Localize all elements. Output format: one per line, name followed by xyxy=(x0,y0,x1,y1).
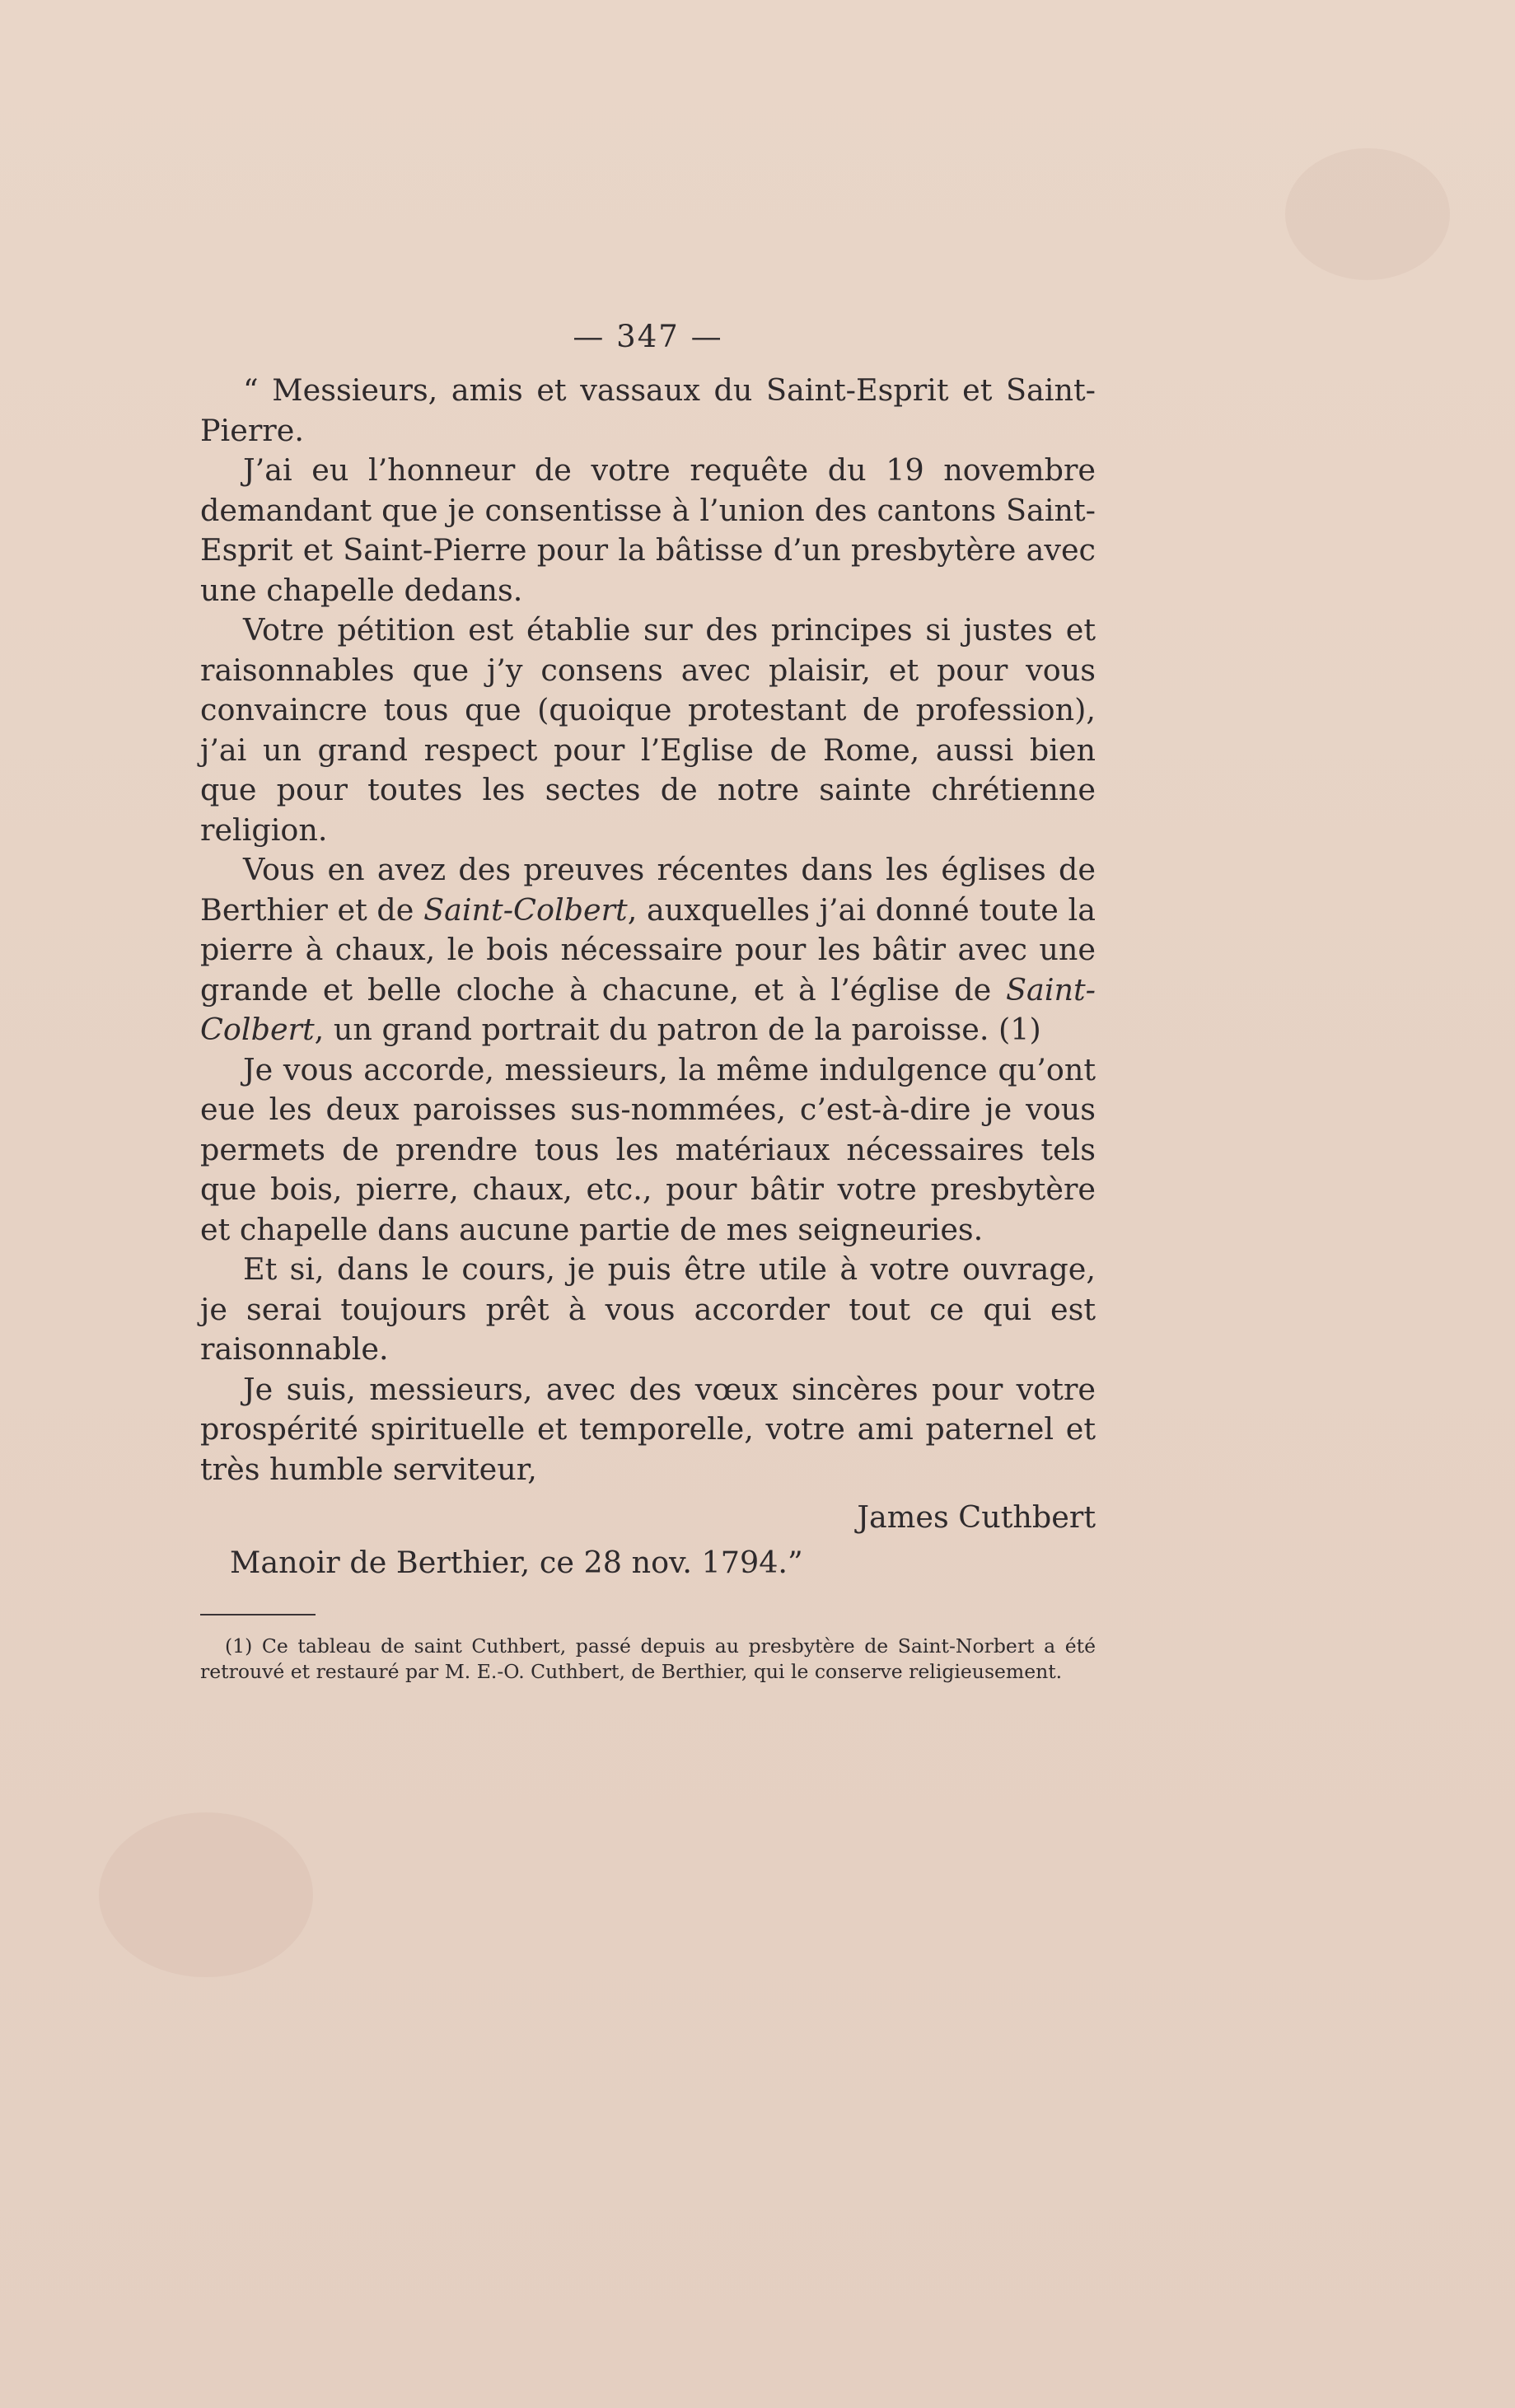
paragraph-3-text-end: , un grand portrait du patron de la paroisse. (1) xyxy=(314,1012,1041,1047)
letter-paragraph-1: J’ai eu l’honneur de votre requête du 19 novembre demandant que je consentisse à l’union des cantons Saint-Esprit et Saint-Pierre pour la bâtisse d’un presbytère avec une chapelle dedans. xyxy=(200,452,1096,608)
place-name-italic: Saint-Colbert xyxy=(423,891,628,928)
paragraph-3-text-start: Vous en avez des preuves récentes dans les églises de Berthier et de xyxy=(200,852,1096,928)
letter-text-block xyxy=(200,317,1096,1685)
letter-paragraph-4: Je vous accorde, messieurs, la même indulgence qu’ont eue les deux paroisses sus-nommées, c’est-à-dire je vous permets de prendre tous les matériaux nécessaires tels que bois, pierre, chaux, etc., pour bâtir votre presbytère et chapelle dans aucune partie de mes seigneuries. xyxy=(200,1051,1096,1247)
letter-paragraph-3 xyxy=(200,850,1096,1050)
letter-signature: James Cuthbert xyxy=(857,1499,1096,1535)
paper-stain xyxy=(99,1812,313,1977)
letter-paragraph-6: Je suis, messieurs, avec des vœux sincères pour votre prospérité spirituelle et temporelle, votre ami paternel et très humble serviteur, xyxy=(200,1371,1096,1487)
footnote: (1) Ce tableau de saint Cuthbert, passé depuis au presbytère de Saint-Norbert a été retrouvé et restauré par M. E.-O. Cuthbert, de Berthier, qui le conserve religieusement. xyxy=(200,1634,1096,1683)
footnote-divider xyxy=(200,1614,316,1615)
paragraph-3-text-middle: , auxquelles j’ai donné toute la pierre à chaux, le bois nécessaire pour les bâtir avec une grande et belle cloche à chacune, et à l’église de xyxy=(200,891,1096,1008)
page-number: — 347 — xyxy=(573,319,723,354)
place-name-italic: Saint-Colbert xyxy=(200,971,1096,1047)
letter-paragraph-2: Votre pétition est établie sur des principes si justes et raisonnables que j’y consens avec plaisir, et pour vous convaincre tous que (quoique protestant de profession), j’ai un grand respect pour l’Eglise de Rome, aussi bien que pour toutes les sectes de notre sainte chrétienne religion. xyxy=(200,612,1096,848)
letter-place-date: Manoir de Berthier, ce 28 nov. 1794.” xyxy=(230,1544,803,1580)
paper-stain xyxy=(1285,148,1450,280)
letter-salutation: “ Messieurs, amis et vassaux du Saint-Esprit et Saint-Pierre. xyxy=(200,372,1096,448)
letter-paragraph-5: Et si, dans le cours, je puis être utile à votre ouvrage, je serai toujours prêt à vous accorder tout ce qui est raisonnable. xyxy=(200,1251,1096,1367)
